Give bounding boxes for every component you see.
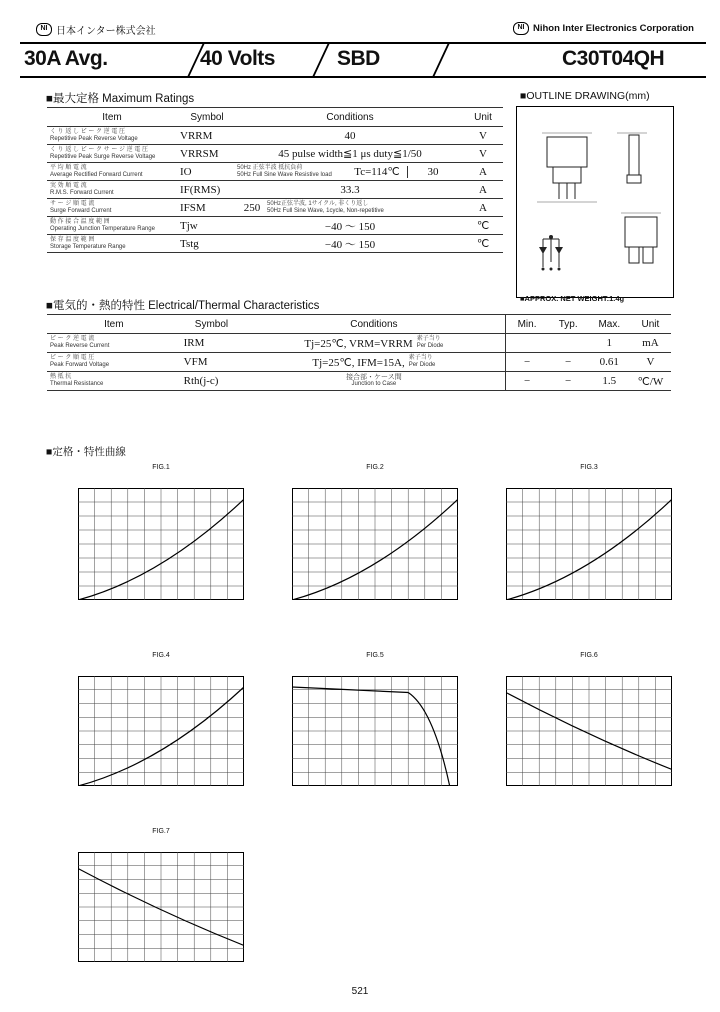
condition-text: Tj=25℃, IFM=15A, [312, 356, 405, 369]
table-row [47, 217, 503, 235]
unit: ℃/W [630, 372, 671, 391]
item-jp: 保 存 温 度 範 囲 [50, 236, 95, 243]
company-logo-icon: NI [513, 22, 529, 35]
condition: 45 pulse width≦1 μs duty≦1/50 [237, 145, 463, 163]
condition [237, 163, 463, 181]
item-en: R.M.S. Forward Current [50, 189, 114, 196]
condition [242, 372, 506, 391]
item-jp: ピ ー ク 逆 電 流 [50, 336, 95, 342]
table-row [47, 181, 503, 199]
banner-divider [313, 44, 330, 76]
symbol: VRRSM [177, 145, 237, 163]
figure-title: FIG.6 [580, 652, 598, 659]
item-jp: ピ ー ク 順 電 圧 [50, 355, 95, 361]
outline-title: ■OUTLINE DRAWING(mm) [520, 90, 650, 102]
unit: ℃ [463, 217, 503, 235]
net-weight: ■APPROX. NET WEIGHT:1.4g [520, 294, 625, 303]
unit: mA [630, 334, 671, 353]
max-value: 0.61 [589, 353, 630, 372]
curves-title: ■定格・特性曲線 [46, 446, 126, 458]
figure-graph [292, 676, 458, 786]
symbol: IF(RMS) [177, 181, 237, 199]
banner-part-number: C30T04QH [562, 47, 665, 70]
table-header-row [47, 315, 671, 334]
table-row [47, 353, 671, 372]
item-en: Surge Forward Current [50, 207, 112, 214]
table-row [47, 235, 503, 253]
item-jp: く り 返 し ピ ー ク 逆 電 圧 [50, 128, 126, 135]
package-outline-icon [517, 107, 673, 297]
min-value: − [506, 372, 548, 391]
table-row [47, 163, 503, 181]
figure-graph [78, 852, 244, 962]
unit: V [463, 145, 503, 163]
condition-value: 250 [243, 201, 261, 214]
item-en: Repetitive Peak Surge Reverse Voltage [50, 153, 156, 160]
condition: −40 〜 150 [237, 217, 463, 235]
item-en: Peak Forward Voltage [50, 362, 110, 368]
col-symbol: Symbol [181, 315, 243, 334]
company-logo-icon: NI [36, 23, 52, 36]
unit: V [463, 127, 503, 145]
item-jp: く り 返 し ピ ー ク サ ー ジ 逆 電 圧 [50, 146, 149, 153]
item-jp: 平 均 順 電 流 [50, 164, 87, 171]
condition [237, 199, 463, 217]
col-typ: Typ. [548, 315, 589, 334]
symbol: VFM [181, 353, 243, 372]
company-name-jp: 日本インター株式会社 [56, 26, 156, 37]
figure-title: FIG.7 [152, 828, 170, 835]
symbol: IFSM [177, 199, 237, 217]
condition-note-en: Per Diode [416, 343, 444, 349]
table-row [47, 145, 503, 163]
item-en: Repetitive Peak Reverse Voltage [50, 135, 138, 142]
min-value: − [506, 353, 548, 372]
col-min: Min. [506, 315, 548, 334]
header-left [36, 22, 156, 37]
table-row [47, 334, 671, 353]
condition-text: 接合部・ケース間 [346, 374, 402, 381]
col-item: Item [47, 315, 181, 334]
banner-voltage: 40 Volts [200, 47, 275, 70]
figure-graph [292, 488, 458, 600]
col-unit: Unit [463, 108, 503, 127]
condition-jp: 50Hz 正弦半波 抵抗負荷 [237, 164, 303, 171]
symbol: Rth(j-c) [181, 372, 243, 391]
figure-title: FIG.2 [366, 464, 384, 471]
unit: V [630, 353, 671, 372]
page-number: 521 [351, 986, 369, 997]
condition-text: Tj=25℃, VRM=VRRM [304, 337, 413, 350]
symbol: Tstg [177, 235, 237, 253]
table-header-row [47, 108, 503, 127]
condition-note-en: Per Diode [408, 362, 436, 368]
max-value: 1.5 [589, 372, 630, 391]
item-en: Peak Reverse Current [50, 343, 110, 349]
condition-note-jp: 素子当り [408, 355, 433, 361]
item-en: Average Rectified Forward Current [50, 171, 143, 178]
figure-graph [78, 488, 244, 600]
condition-en: 50Hz Full Sine Wave Resistive load [237, 171, 332, 178]
typ-value: − [548, 353, 589, 372]
symbol: IRM [181, 334, 243, 353]
figure-title: FIG.4 [152, 652, 170, 659]
figure-title: FIG.3 [580, 464, 598, 471]
condition-temp: Tc=114℃ [354, 166, 400, 178]
banner-current: 30A Avg. [24, 47, 108, 70]
figure-graph [506, 676, 672, 786]
table-row [47, 127, 503, 145]
condition: 40 [237, 127, 463, 145]
item-jp: 動 作 接 合 温 度 範 囲 [50, 218, 110, 225]
header-right [513, 22, 694, 35]
unit: ℃ [463, 235, 503, 253]
item-en: Operating Junction Temperature Range [50, 225, 155, 232]
typ-value [548, 334, 589, 353]
max-value: 1 [589, 334, 630, 353]
condition [242, 334, 506, 353]
banner-type: SBD [337, 47, 380, 70]
col-unit: Unit [630, 315, 671, 334]
condition-en: 50Hz Full Sine Wave, 1cycle, Non-repetitive [267, 207, 384, 214]
item-en: Storage Temperature Range [50, 243, 126, 250]
min-value [506, 334, 548, 353]
figure-graph [506, 488, 672, 600]
item-jp: サ ー ジ 順 電 流 [50, 200, 95, 207]
condition-note-en: Junction to Case [351, 381, 397, 387]
table-row [47, 199, 503, 217]
figure-title: FIG.5 [366, 652, 384, 659]
product-banner [20, 42, 706, 78]
col-symbol: Symbol [177, 108, 237, 127]
max-ratings-table [47, 107, 503, 253]
symbol: Tjw [177, 217, 237, 235]
col-max: Max. [589, 315, 630, 334]
condition-value: 30 [407, 166, 458, 178]
unit: A [463, 163, 503, 181]
max-ratings-title: ■最大定格 Maximum Ratings [46, 93, 195, 105]
typ-value: − [548, 372, 589, 391]
col-item: Item [47, 108, 177, 127]
table-row [47, 372, 671, 391]
electrical-title: ■電気的・熱的特性 Electrical/Thermal Characteristics [46, 300, 320, 312]
unit: A [463, 181, 503, 199]
item-en: Thermal Resistance [50, 381, 104, 387]
condition-jp: 50Hz正弦半波, 1サイクル, 非くり返し [267, 200, 369, 207]
unit: A [463, 199, 503, 217]
item-jp: 実 効 順 電 流 [50, 182, 87, 189]
condition: −40 〜 150 [237, 235, 463, 253]
figure-title: FIG.1 [152, 464, 170, 471]
col-conditions: Conditions [237, 108, 463, 127]
item-jp: 熱 抵 抗 [50, 374, 72, 380]
banner-divider [433, 44, 450, 76]
col-conditions: Conditions [242, 315, 506, 334]
condition: 33.3 [237, 181, 463, 199]
outline-drawing [516, 106, 674, 298]
figure-graph [78, 676, 244, 786]
electrical-table [47, 314, 671, 391]
company-name-en: Nihon Inter Electronics Corporation [533, 23, 694, 34]
condition [242, 353, 506, 372]
condition-note-jp: 素子当り [416, 336, 441, 342]
symbol: VRRM [177, 127, 237, 145]
symbol: IO [177, 163, 237, 181]
